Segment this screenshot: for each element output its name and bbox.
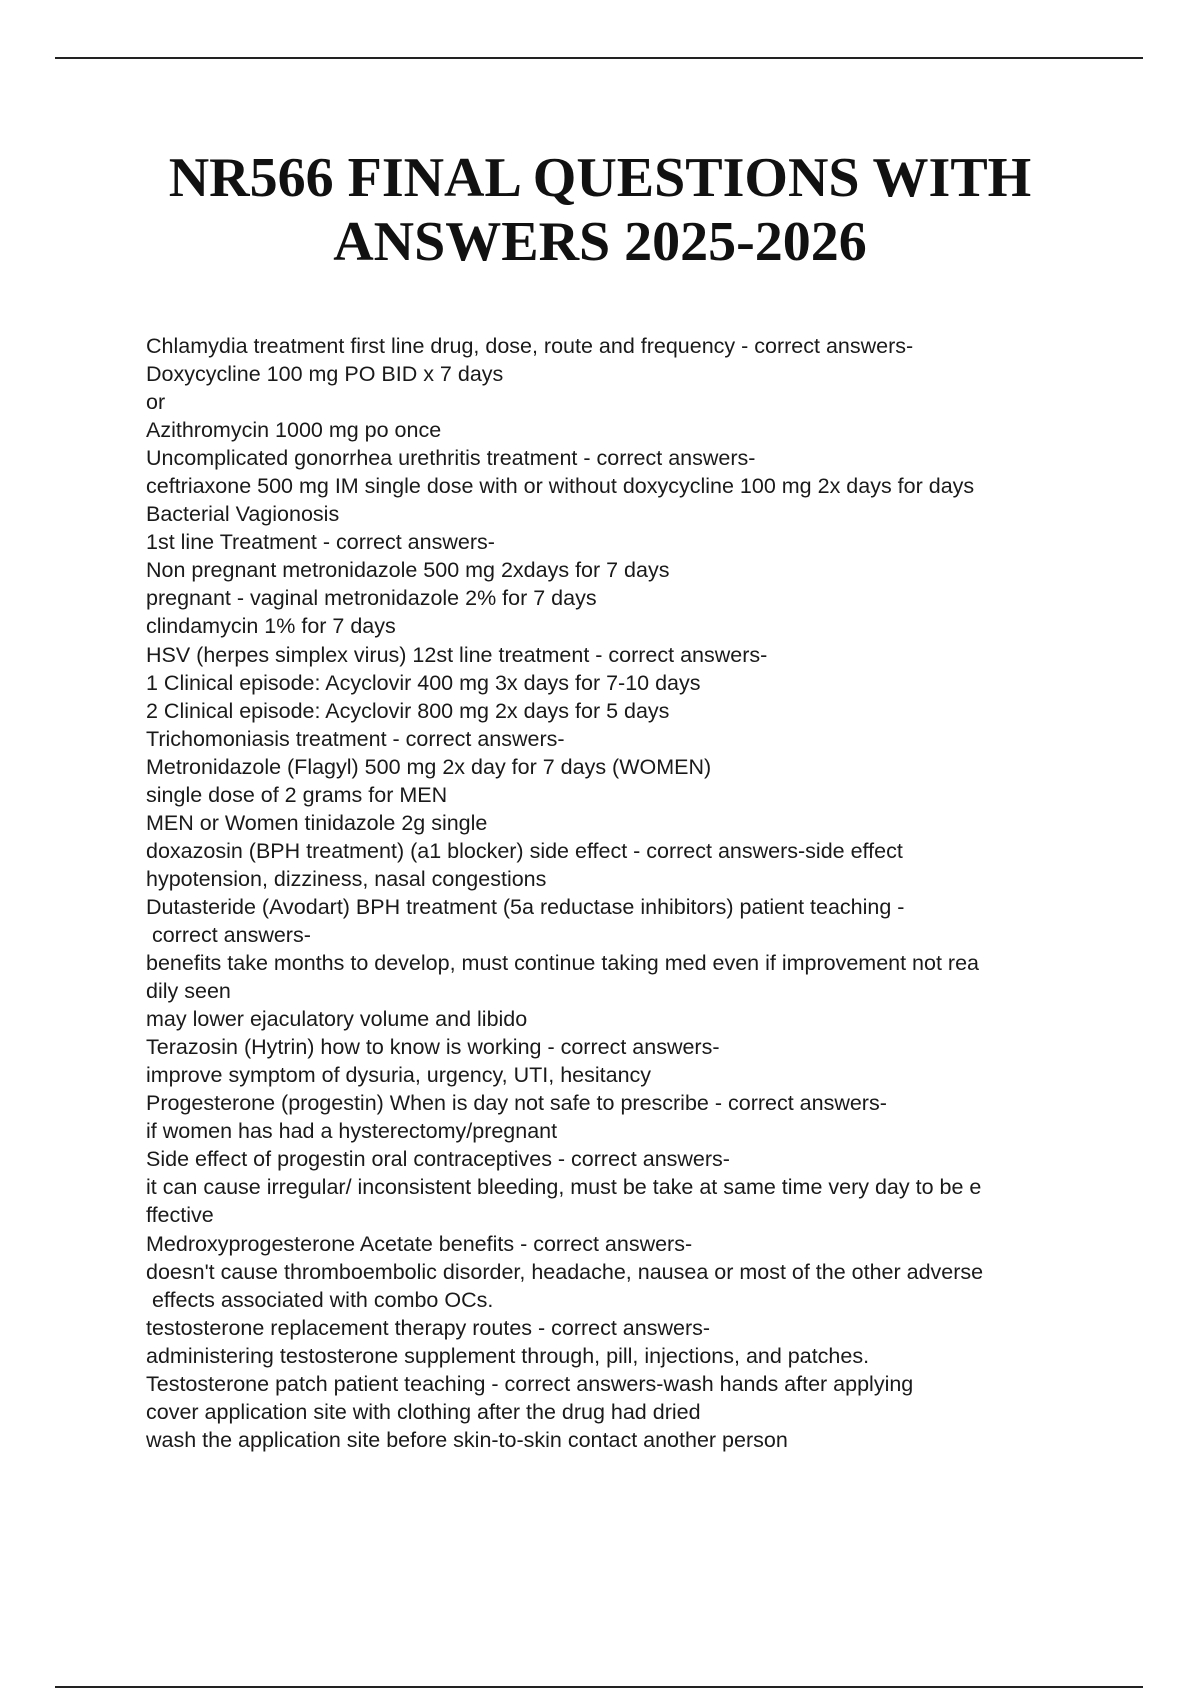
text-line: 1st line Treatment - correct answers- [146,530,495,555]
text-line: Testosterone patch patient teaching - correct answers-wash hands after applying [146,1371,914,1396]
text-line: or [146,390,166,415]
text-line: Side effect of progestin oral contraceptives - correct answers- [146,1147,730,1172]
text-line: doesn't cause thromboembolic disorder, headache, nausea or most of the other adverse [146,1259,984,1284]
text-line: ceftriaxone 500 mg IM single dose with or without doxycycline 100 mg 2x days for days [146,474,975,499]
text-line: Bacterial Vagionosis [146,502,340,527]
text-line: Medroxyprogesterone Acetate benefits - correct answers- [146,1231,693,1256]
text-line: Uncomplicated gonorrhea urethritis treatment - correct answers- [146,446,756,471]
text-line: improve symptom of dysuria, urgency, UTI, hesitancy [146,1063,652,1088]
document-body [146,332,1096,1454]
text-line: if women has had a hysterectomy/pregnant [146,1119,558,1144]
text-line: benefits take months to develop, must continue taking med even if improvement not rea [146,951,979,976]
text-line: may lower ejaculatory volume and libido [146,1007,528,1032]
text-line: administering testosterone supplement through, pill, injections, and patches. [146,1343,870,1368]
text-line: ffective [146,1203,214,1228]
top-divider [55,57,1143,59]
text-line: cover application site with clothing after the drug had dried [146,1399,701,1424]
text-line: Chlamydia treatment first line drug, dose, route and frequency - correct answers- [146,334,914,358]
text-line: clindamycin 1% for 7 days [146,614,396,639]
text-line: correct answers- [146,922,311,947]
bottom-divider [55,1686,1143,1688]
text-line: it can cause irregular/ inconsistent bleeding, must be take at same time very day to be e [146,1175,982,1200]
text-line: MEN or Women tinidazole 2g single [146,810,488,835]
text-line: Trichomoniasis treatment - correct answers- [146,726,565,751]
text-line: Progesterone (progestin) When is day not safe to prescribe - correct answers- [146,1091,887,1116]
text-line: doxazosin (BPH treatment) (a1 blocker) side effect - correct answers-side effect [146,838,903,863]
text-line: HSV (herpes simplex virus) 12st line treatment - correct answers- [146,642,768,667]
title-line: ANSWERS 2025-2026 [333,211,867,273]
text-line: hypotension, dizziness, nasal congestions [146,866,547,891]
text-line: effects associated with combo OCs. [146,1287,494,1312]
text-line: Azithromycin 1000 mg po once [146,418,442,443]
text-line: 1 Clinical episode: Acyclovir 400 mg 3x days for 7-10 days [146,670,701,695]
text-line: Non pregnant metronidazole 500 mg 2xdays for 7 days [146,558,670,583]
text-line: dily seen [146,979,231,1004]
text-line: Dutasteride (Avodart) BPH treatment (5a reductase inhibitors) patient teaching - [146,894,905,919]
document-title [0,146,1200,274]
text-line: Doxycycline 100 mg PO BID x 7 days [146,362,504,387]
text-line: Metronidazole (Flagyl) 500 mg 2x day for 7 days (WOMEN) [146,754,712,779]
title-line: NR566 FINAL QUESTIONS WITH [168,147,1032,209]
text-line: testosterone replacement therapy routes - correct answers- [146,1315,711,1340]
text-line: 2 Clinical episode: Acyclovir 800 mg 2x days for 5 days [146,698,670,723]
text-line: pregnant - vaginal metronidazole 2% for 7 days [146,586,597,611]
text-line: wash the application site before skin-to-skin contact another person [146,1427,788,1452]
text-line: Terazosin (Hytrin) how to know is working - correct answers- [146,1035,720,1060]
text-line: single dose of 2 grams for MEN [146,782,448,807]
